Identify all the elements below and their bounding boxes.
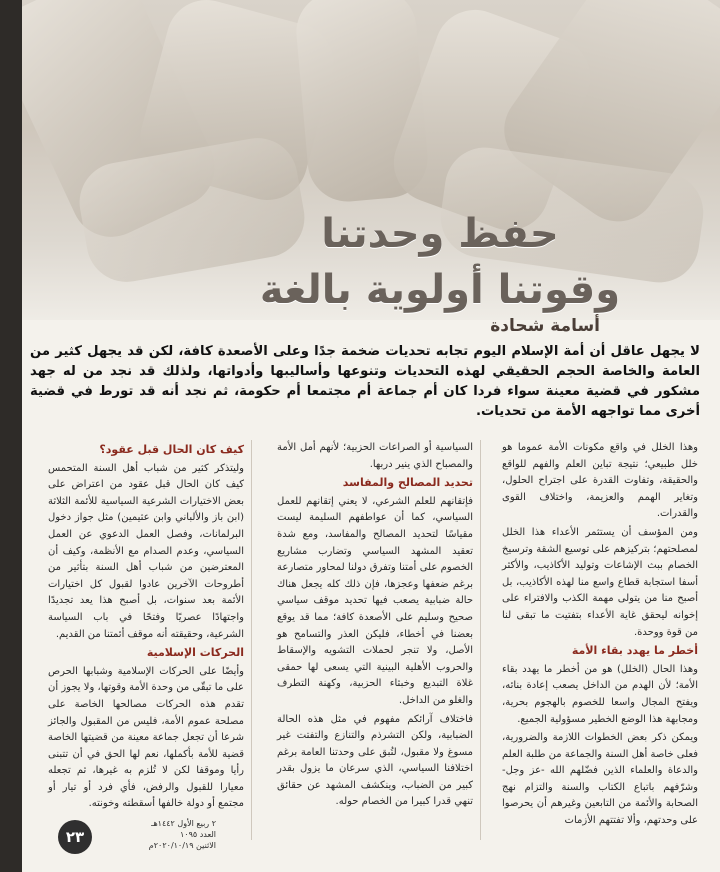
paragraph: ومن المؤسف أن يستثمر الأعداء هذا الخلل لمصلحتهم؛ بتركيزهم على توسيع الشقة وترسيخ الخصام ببث الإشاعات وتوليد الأكاذيب، والأكثر أسفا استجابة قطاع واسع منا لهذه الأكاذيب، بل أصبح منا من يتولى مهمة الكذب والافتراء على إخوانه ليحقق غاية الأعداء بتفتيت ما تبقى لنا من قوة ووحدة. xyxy=(502,526,698,638)
date-hijri: ٢ ربيع الأول ١٤٤٢هـ xyxy=(151,819,216,828)
author-name: أسامة شحادة xyxy=(490,316,600,336)
issue-date xyxy=(96,818,216,851)
article-intro: لا يجهل عاقل أن أمة الإسلام اليوم تجابه تحديات ضخمة جدًا وعلى الأصعدة كافة، لكن قد يجهل كثير من العامة والخاصة الحجم الحقيقي لهذه التحديات وتنوعها وأساليبها وأدواتها، ولذلك قد نجد من له جهد مشكور في قضية معينة سواء فردا كان أم جماعة أم مجتمعا أم حكومة، ثم نجد أنه قد تورط في قضية أخرى مما تواجهه الأمة من تحديات. xyxy=(30,344,700,419)
column-left xyxy=(48,440,244,815)
title-line-2: وقوتنا أولوية بالغة xyxy=(259,267,621,313)
subheading: أخطر ما يهدد بقاء الأمة xyxy=(571,644,698,658)
paragraph: السياسية أو الصراعات الحزبية؛ لأنهم أمل الأمة والمصباح الذي ينير دربها. xyxy=(277,442,473,470)
subheading: تحديد المصالح والمفاسد xyxy=(342,476,473,490)
date-gregorian: الاثنين ٢٠٢٠/١٠/١٩م xyxy=(148,841,216,850)
paragraph: فاختلاف آرائكم مفهوم في مثل هذه الحالة الضبابية، ولكن التشرذم والتنازع والتفتت غير مسوغ ولا مقبول، لتُبق على وحدتنا العامة برغم اختلافنا السياسي، الذي سرعان ما يزول بقدر كبير من الضباب، وينكشف المشهد عن حقائق تنهي قدرا كبيرا من الخصام حوله. xyxy=(277,713,473,808)
article-title xyxy=(220,206,660,318)
paragraph: وليتذكر كثير من شباب أهل السنة المتحمس كيف كان الحال قبل عقود من اعتراض على بعض الاختيارات الشرعية السياسية للأئمة الثلاثة (ابن باز والألباني وابن عثيمين) مثل جواز دخول البرلمانات، وفصل العمل الدعوي عن العمل السياسي، وعدم الصدام مع الأنظمة، وكيف أن المعترضين من شباب أهل السنة بتأثير من أطروحات الآخرين عادوا لقبول كل اختيارات الأئمة بعد سنوات، بل أصبح هذا يعد تجديدًا واجتهادًا عصريًا وفتحًا في باب السياسة الشرعية، وحقيقته أنه موقف أئمتنا من القديم. xyxy=(48,462,244,640)
article-body xyxy=(26,440,706,840)
column-middle xyxy=(277,440,473,813)
paragraph: فإتقانهم للعلم الشرعي، لا يعني إتقانهم للعمل السياسي، كما أن عواطفهم السليمة ليست مقياسًا لتحديد المصالح والمفاسد، ومع شدة تعقيد المشهد السياسي وتضارب مشاريع الخصوم على أمتنا وتفرق دولنا لمحاور متصارعة برغم ضعفها وعجزها، فإن ذلك كله يجعل هناك حالة ضبابية يصعب فيها تحديد موقف سياسي صحيح وسليم على الأصعدة كافة؛ مما قد يوقع بعضنا في أخطاء، فليكن العذر والتسامح هو الأصل، ولا تنجر لحملات التشويه والإسقاط والحروب الأهلية البينية التي يسعى لها حمقى غلاة التبديع وخبثاء الحزبية، وكهنة التطرف والغلو من الداخل. xyxy=(277,495,473,706)
column-divider xyxy=(251,440,252,840)
paragraph: وهذا الخلل في واقع مكونات الأمة عموما هو خلل طبيعي؛ نتيجة تباين العلم والفهم للواقع والحقيقة، وتفاوت القدرة على اجتراح الحلول، وتغاير الهمم والعزيمة، واختلاف القوى والقدرات. xyxy=(502,442,698,520)
paragraph: وهذا الحال (الخلل) هو من أخطر ما يهدد بقاء الأمة؛ لأن الهدم من الداخل يصعب إعادة بنائه، ويفتح المجال واسعا للخصوم بالهجوم بحرية، ومجابهة هذا الوضع الخطير مسؤولية الجميع. xyxy=(502,663,698,725)
page-edge-strip xyxy=(0,0,22,872)
column-right xyxy=(502,440,698,832)
page-number: ٢٣ xyxy=(58,820,92,854)
title-line-1: حفظ وحدتنا xyxy=(321,211,559,257)
subheading: الحركات الإسلامية xyxy=(146,646,244,660)
paragraph: ويمكن ذكر بعض الخطوات اللازمة والضرورية، فعلى خاصة أهل السنة والجماعة من طلبة العلم والدعاة والعلماء الذين فضّلهم الله -عز وجل- وشرّفهم باتباع الكتاب والسنة والتزام نهج الصحابة والأئمة من التابعين وغيرهم أن يحرصوا على وحدتهم، وألا تفتتهم الأزمات xyxy=(502,732,698,827)
column-divider xyxy=(480,440,481,840)
subheading: كيف كان الحال قبل عقود؟ xyxy=(99,443,244,456)
paragraph: وأيضًا على الحركات الإسلامية وشبابها الحرص على ما تبقّى من وحدة الأمة وقوتها، ولا يجوز أن تقدم هذه الحركات مصالحها الخاصة على مصلحة عموم الأمة، فليس من المقبول والجائز شرعا أن تجعل جماعة معينة من قضيتها الخاصة قضية للأمة بأكملها، نعم لها الحق في أن تتبنى رأيا وموقفا لكن لا تُلزم به غيرها، ثم تجعله معيارا للقبول والرفض، فأي فرد أو تيار أو مجتمع أو دولة خالفها أسقطته وخونته. xyxy=(48,665,244,810)
issue-number: العدد ١٠٩٥ xyxy=(179,830,216,839)
